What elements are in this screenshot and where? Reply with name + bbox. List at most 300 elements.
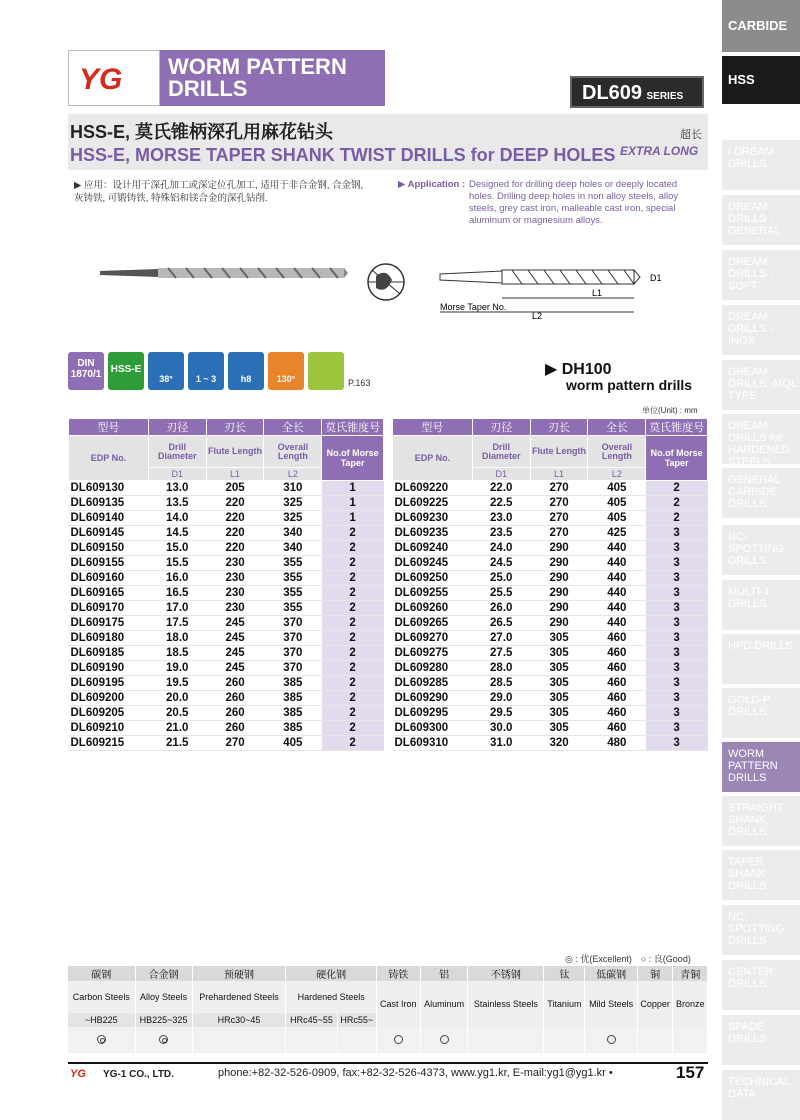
drill-photo (98, 258, 348, 288)
morse-range-icon: 1 ~ 3 (188, 352, 224, 390)
table-cell: DL609135 (69, 496, 149, 511)
col-header-cn: 莫氏锥度号 (646, 419, 708, 436)
table-cell: 13.0 (148, 481, 206, 496)
materials-table (68, 966, 708, 1053)
table-cell: 2 (322, 676, 384, 691)
table-cell: 2 (322, 526, 384, 541)
table-cell: 305 (530, 646, 588, 661)
table-cell: DL609155 (69, 556, 149, 571)
table-cell: DL609180 (69, 631, 149, 646)
material-cn: 铸铁 (376, 966, 420, 981)
rating-cell (420, 1027, 468, 1053)
table-cell: DL609295 (393, 706, 473, 721)
table-cell: 325 (264, 496, 322, 511)
table-row (69, 676, 384, 691)
material-cn: 钛 (544, 966, 585, 981)
table-cell: 3 (646, 631, 708, 646)
table-cell: 19.5 (148, 676, 206, 691)
application-cn-label: ▶ 应用： (74, 180, 113, 191)
table-cell: DL609235 (393, 526, 473, 541)
table-cell: 220 (206, 526, 264, 541)
table-cell: 440 (588, 571, 646, 586)
table-cell: 29.0 (472, 691, 530, 706)
table-cell: 3 (646, 706, 708, 721)
col-header-en: Drill Diameter (472, 436, 530, 468)
material-cn: 青铜 (673, 966, 708, 981)
nav-hss[interactable]: HSS (722, 56, 800, 104)
table-cell: 460 (588, 721, 646, 736)
table-cell: 230 (206, 556, 264, 571)
table-cell: 25.5 (472, 586, 530, 601)
en-extra-long: EXTRA LONG (620, 144, 699, 158)
table-cell: 3 (646, 721, 708, 736)
rating-cell (337, 1027, 376, 1053)
col-header-sym: L2 (264, 468, 322, 481)
table-cell: DL609175 (69, 616, 149, 631)
table-cell: 26.5 (472, 616, 530, 631)
table-cell: 245 (206, 631, 264, 646)
table-cell: 460 (588, 631, 646, 646)
table-row (69, 706, 384, 721)
table-row (69, 586, 384, 601)
table-cell: DL609270 (393, 631, 473, 646)
table-cell: 230 (206, 571, 264, 586)
table-cell: 305 (530, 631, 588, 646)
table-cell: 305 (530, 706, 588, 721)
table-cell: 290 (530, 616, 588, 631)
table-row (69, 526, 384, 541)
nav-item[interactable]: DREAM DRILLS -INOX (722, 305, 800, 355)
table-cell: DL609265 (393, 616, 473, 631)
material-en: Stainless Steels (468, 981, 544, 1027)
good-icon (394, 1035, 403, 1044)
table-row (69, 646, 384, 661)
col-header-cn: 全长 (264, 419, 322, 436)
label-d1: D1 (650, 273, 662, 283)
col-header-taper: No.of Morse Taper (322, 436, 384, 481)
nav-item[interactable]: STRAIGHT SHANK DRILLS (722, 796, 800, 846)
table-cell: DL609240 (393, 541, 473, 556)
table-row (393, 706, 708, 721)
col-header-en: Flute Length (206, 436, 264, 468)
table-cell: DL609150 (69, 541, 149, 556)
table-cell: 1 (322, 481, 384, 496)
table-cell: 20.0 (148, 691, 206, 706)
table-cell: 230 (206, 601, 264, 616)
table-row (69, 511, 384, 526)
table-cell: 290 (530, 541, 588, 556)
hardness: HRc30~45 (192, 1013, 286, 1027)
table-cell: 355 (264, 571, 322, 586)
table-cell: 440 (588, 586, 646, 601)
table-cell: 405 (588, 511, 646, 526)
table-cell: 3 (646, 571, 708, 586)
table-row (69, 601, 384, 616)
col-header-en: Overall Length (588, 436, 646, 468)
material-en: Mild Steels (585, 981, 638, 1027)
table-cell: 2 (322, 706, 384, 721)
table-cell: 260 (206, 676, 264, 691)
material-en: Copper (637, 981, 673, 1027)
label-l2: L2 (532, 311, 543, 321)
rating-cell (673, 1027, 708, 1053)
table-cell: 18.0 (148, 631, 206, 646)
table-row (393, 736, 708, 751)
col-header-en: Drill Diameter (148, 436, 206, 468)
table-cell: 26.0 (472, 601, 530, 616)
cn-extra-long: 超长 (680, 129, 702, 141)
table-row (393, 496, 708, 511)
table-cell: 480 (588, 736, 646, 751)
table-cell: 3 (646, 646, 708, 661)
table-cell: 21.5 (148, 736, 206, 751)
table-row (393, 691, 708, 706)
material-cn: 铝 (420, 966, 468, 981)
nav-item[interactable]: DREAM DRILLS -GENERAL (722, 195, 800, 245)
rating-legend: ◎ : 优(Excellent) ○ : 良(Good) (565, 954, 691, 964)
col-header-cn: 型号 (393, 419, 473, 436)
table-cell: 3 (646, 691, 708, 706)
table-cell: 460 (588, 676, 646, 691)
table-cell: 21.0 (148, 721, 206, 736)
table-row (393, 601, 708, 616)
table-cell: 30.0 (472, 721, 530, 736)
table-cell: 245 (206, 616, 264, 631)
table-row (69, 616, 384, 631)
nav-item[interactable]: GOLD-P DRILLS (722, 688, 800, 738)
material-cn: 不锈钢 (468, 966, 544, 981)
rating-cell (637, 1027, 673, 1053)
table-cell: 17.0 (148, 601, 206, 616)
table-row (393, 511, 708, 526)
table-cell: 220 (206, 496, 264, 511)
table-cell: 385 (264, 721, 322, 736)
table-cell: 3 (646, 616, 708, 631)
drill-end-view (362, 258, 410, 306)
col-header-sym: D1 (472, 468, 530, 481)
table-cell: 290 (530, 571, 588, 586)
helix-angle-icon: 38° (148, 352, 184, 390)
table-cell: 2 (322, 601, 384, 616)
table-cell: 370 (264, 646, 322, 661)
table-cell: 1 (322, 511, 384, 526)
table-cell: 325 (264, 511, 322, 526)
table-cell: 270 (530, 496, 588, 511)
material-en: Titanium (544, 981, 585, 1027)
label-morse-taper: Morse Taper No. (440, 302, 507, 312)
table-cell: 270 (206, 736, 264, 751)
excellent-icon (159, 1035, 168, 1044)
material-en: Hardened Steels (286, 981, 376, 1013)
table-cell: DL609215 (69, 736, 149, 751)
table-cell: 290 (530, 556, 588, 571)
material-cn: 合金钢 (135, 966, 192, 981)
table-cell: 340 (264, 541, 322, 556)
rating-cell (585, 1027, 638, 1053)
nav-item[interactable]: NC-SPOTTING DRILLS (722, 905, 800, 955)
table-cell: 460 (588, 661, 646, 676)
table-cell: 2 (322, 691, 384, 706)
rating-cell (192, 1027, 286, 1053)
table-row (69, 631, 384, 646)
tolerance-icon: h8 (228, 352, 264, 390)
col-header-en: Overall Length (264, 436, 322, 468)
table-cell: 16.0 (148, 571, 206, 586)
table-row (69, 691, 384, 706)
table-cell: DL609165 (69, 586, 149, 601)
application-cn-text: 设计用于深孔加工或深定位孔加工, 适用于非合金钢, 合金钢, 灰铸铁, 可锻铸铁, 特殊铝和镁合金的深孔钻削. (74, 180, 364, 204)
table-cell: 305 (530, 721, 588, 736)
nav-carbide[interactable]: CARBIDE (722, 0, 800, 52)
footer-logo: YG (70, 1068, 86, 1080)
good-icon (440, 1035, 449, 1044)
table-cell: 385 (264, 676, 322, 691)
table-cell: 385 (264, 706, 322, 721)
nav-item[interactable]: CENTER DRILLS (722, 960, 800, 1010)
table-cell: 2 (322, 616, 384, 631)
table-cell: 260 (206, 706, 264, 721)
table-cell: 2 (646, 496, 708, 511)
table-cell: 460 (588, 706, 646, 721)
col-header-cn: 刃径 (148, 419, 206, 436)
table-cell: 260 (206, 721, 264, 736)
table-cell: 3 (646, 541, 708, 556)
table-cell: DL609160 (69, 571, 149, 586)
table-cell: 440 (588, 541, 646, 556)
table-cell: DL609245 (393, 556, 473, 571)
table-cell: 3 (646, 601, 708, 616)
material-cn: 硬化钢 (286, 966, 376, 981)
title-line2: DRILLS (168, 76, 248, 101)
table-cell: 370 (264, 631, 322, 646)
footer-company: YG-1 CO., LTD. (103, 1069, 174, 1080)
table-cell: DL609310 (393, 736, 473, 751)
table-row (393, 586, 708, 601)
col-header-sym: L1 (206, 468, 264, 481)
col-header-taper: No.of Morse Taper (646, 436, 708, 481)
col-header-en: Flute Length (530, 436, 588, 468)
table-cell: DL609205 (69, 706, 149, 721)
table-cell: 440 (588, 616, 646, 631)
col-header-sym: L2 (588, 468, 646, 481)
table-row (393, 616, 708, 631)
table-cell: 31.0 (472, 736, 530, 751)
table-cell: DL609230 (393, 511, 473, 526)
product-sub: worm pattern drills (566, 377, 693, 393)
table-cell: 440 (588, 601, 646, 616)
col-header-cn: 莫氏锥度号 (322, 419, 384, 436)
table-cell: DL609225 (393, 496, 473, 511)
material-en: Carbon Steels (68, 981, 135, 1013)
table-cell: 2 (322, 586, 384, 601)
table-cell: 2 (322, 721, 384, 736)
table-cell: 2 (322, 556, 384, 571)
table-row (393, 526, 708, 541)
table-cell: 2 (646, 511, 708, 526)
hardness: HRc55~ (337, 1013, 376, 1027)
material-en: Alloy Steels (135, 981, 192, 1013)
table-cell: 19.0 (148, 661, 206, 676)
table-row (69, 571, 384, 586)
table-cell: 270 (530, 481, 588, 496)
table-row (69, 541, 384, 556)
table-cell: 23.0 (472, 511, 530, 526)
table-cell: 355 (264, 601, 322, 616)
table-cell: DL609275 (393, 646, 473, 661)
table-cell: 17.5 (148, 616, 206, 631)
rating-cell (286, 1027, 337, 1053)
table-cell: 305 (530, 661, 588, 676)
footer-rule (68, 1062, 708, 1064)
table-cell: 15.0 (148, 541, 206, 556)
table-cell: 3 (646, 556, 708, 571)
table-cell: 1 (322, 496, 384, 511)
table-cell: 270 (530, 511, 588, 526)
table-cell: 27.0 (472, 631, 530, 646)
nav-item[interactable]: DREAM DRILLS -SOFT (722, 250, 800, 300)
table-cell: DL609300 (393, 721, 473, 736)
nav-item[interactable]: DREAM DRILLS for HARDENED STEELS (722, 414, 800, 464)
table-cell: 2 (322, 646, 384, 661)
table-cell: 3 (646, 661, 708, 676)
material-cn: 铜 (637, 966, 673, 981)
rating-cell (135, 1027, 192, 1053)
hardness: ~HB225 (68, 1013, 135, 1027)
nav-item[interactable]: MULTI-1 DRILLS (722, 580, 800, 630)
table-row (69, 481, 384, 496)
table-cell: 220 (206, 511, 264, 526)
table-row (393, 676, 708, 691)
application-en-label: ▶ Application : (398, 179, 466, 190)
table-cell: 20.5 (148, 706, 206, 721)
page-reference: P.163 (348, 378, 371, 388)
table-cell: 460 (588, 691, 646, 706)
good-icon (607, 1035, 616, 1044)
series-badge (570, 76, 704, 108)
table-cell: 355 (264, 586, 322, 601)
point-angle-icon: 130° (268, 352, 304, 390)
col-header-sym: D1 (148, 468, 206, 481)
table-cell: 22.5 (472, 496, 530, 511)
cn-title: HSS-E, 莫氏锥柄深孔用麻花钻头 (70, 122, 334, 142)
hsse-icon: HSS-E (108, 352, 144, 390)
table-cell: DL609195 (69, 676, 149, 691)
table-row (69, 721, 384, 736)
table-cell: 2 (322, 571, 384, 586)
footer-contact: phone:+82-32-526-0909, fax:+82-32-526-4373, www.yg1.kr, E-mail:yg1@yg1.kr • (218, 1067, 613, 1079)
table-cell: 370 (264, 661, 322, 676)
drill-diagram (432, 262, 672, 322)
table-row (69, 736, 384, 751)
yg-logo (68, 50, 160, 106)
table-cell: 24.0 (472, 541, 530, 556)
nav-item[interactable]: NC-SPOTTING DRILLS (722, 525, 800, 575)
nav-item[interactable]: WORM PATTERN DRILLS (722, 742, 800, 792)
product-code: ▶ DH100 (545, 361, 612, 378)
table-cell: DL609250 (393, 571, 473, 586)
table-cell: 3 (646, 586, 708, 601)
nav-item[interactable]: HPD DRILLS (722, 634, 800, 684)
col-header-sym: L1 (530, 468, 588, 481)
unit-label: 单位(Unit) : mm (642, 406, 698, 415)
table-cell: DL609260 (393, 601, 473, 616)
material-en: Prehardened Steels (192, 981, 286, 1013)
table-cell: DL609200 (69, 691, 149, 706)
table-row (69, 556, 384, 571)
table-cell: 29.5 (472, 706, 530, 721)
table-cell: 405 (588, 496, 646, 511)
series-main: DL609 (582, 82, 643, 104)
table-row (393, 646, 708, 661)
table-row (393, 571, 708, 586)
table-cell: 370 (264, 616, 322, 631)
nav-item[interactable]: i-DREAM DRILLS (722, 140, 800, 190)
material-en: Aluminum (420, 981, 468, 1027)
table-cell: 28.5 (472, 676, 530, 691)
col-header-edp: EDP No. (393, 436, 473, 481)
col-header-cn: 刃径 (472, 419, 530, 436)
material-cn: 碳钢 (68, 966, 135, 981)
nav-item[interactable]: TECHNICAL DATA (722, 1070, 800, 1120)
rating-cell (376, 1027, 420, 1053)
table-cell: 205 (206, 481, 264, 496)
coolant-icon (308, 352, 344, 390)
table-cell: 27.5 (472, 646, 530, 661)
table-cell: 270 (530, 526, 588, 541)
nav-item[interactable]: GENERAL CARBIDE DRILLS (722, 468, 800, 518)
table-row (393, 556, 708, 571)
series-suffix: SERIES (646, 91, 684, 102)
table-row (69, 496, 384, 511)
table-cell: 320 (530, 736, 588, 751)
table-cell: 440 (588, 556, 646, 571)
table-row (393, 631, 708, 646)
table-cell: DL609145 (69, 526, 149, 541)
nav-item[interactable]: DREAM DRILLS -MQL TYPE (722, 360, 800, 410)
nav-item[interactable]: SPADE DRILLS (722, 1015, 800, 1065)
table-cell: 3 (646, 526, 708, 541)
spec-table-left (68, 418, 384, 751)
table-cell: 305 (530, 691, 588, 706)
table-cell: 15.5 (148, 556, 206, 571)
table-cell: 290 (530, 586, 588, 601)
table-cell: DL609130 (69, 481, 149, 496)
title-line1: WORM PATTERN (168, 54, 347, 79)
table-row (393, 481, 708, 496)
rating-cell (468, 1027, 544, 1053)
table-cell: DL609190 (69, 661, 149, 676)
spec-table-right (392, 418, 708, 751)
table-cell: 13.5 (148, 496, 206, 511)
table-row (393, 721, 708, 736)
material-en: Cast Iron (376, 981, 420, 1027)
table-cell: 28.0 (472, 661, 530, 676)
table-cell: DL609255 (393, 586, 473, 601)
col-header-cn: 型号 (69, 419, 149, 436)
table-cell: 425 (588, 526, 646, 541)
en-title: HSS-E, MORSE TAPER SHANK TWIST DRILLS for DEEP HOLES (70, 145, 616, 165)
table-cell: 3 (646, 676, 708, 691)
table-cell: 340 (264, 526, 322, 541)
table-cell: DL609140 (69, 511, 149, 526)
col-header-cn: 刃长 (206, 419, 264, 436)
table-cell: 24.5 (472, 556, 530, 571)
col-header-cn: 刃长 (530, 419, 588, 436)
nav-item[interactable]: TAPER SHANK DRILLS (722, 850, 800, 900)
material-cn: 低碳钢 (585, 966, 638, 981)
table-cell: 2 (322, 736, 384, 751)
table-row (69, 661, 384, 676)
